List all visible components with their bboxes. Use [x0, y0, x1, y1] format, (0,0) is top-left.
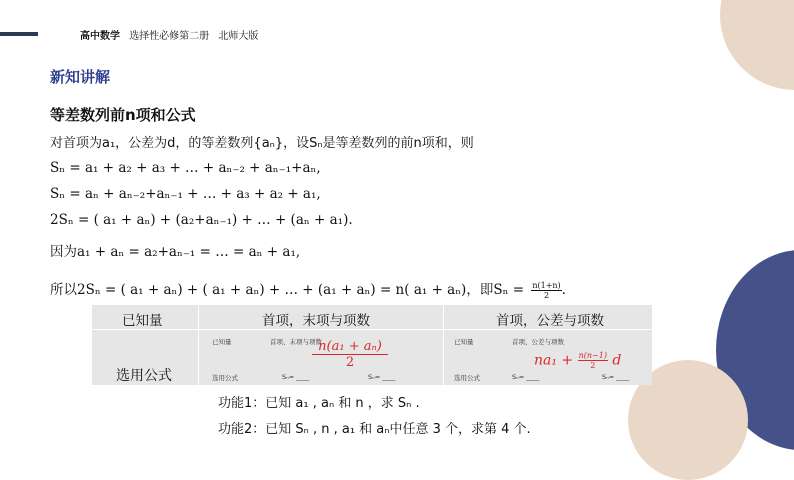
small-sn-blank: Sₙ= ____: [368, 373, 396, 381]
small-sn-blank: Sₙ= ____: [282, 373, 310, 381]
divider: [443, 305, 444, 385]
small-known: 已知量: [212, 338, 232, 346]
table-header-mid: 首项，末项与项数: [262, 313, 370, 329]
equation-2: Sₙ = aₙ + aₙ₋₂+aₙ₋₁ + … + a₃ + a₂ + a₁,: [50, 186, 321, 202]
formula-fraction-den: 2: [590, 361, 596, 370]
table-header-right: 首项，公差与项数: [496, 313, 604, 329]
small-sn-blank: Sₙ= ____: [602, 373, 630, 381]
equation-1: Sₙ = a₁ + a₂ + a₃ + … + aₙ₋₂ + aₙ₋₁+aₙ,: [50, 160, 321, 176]
topic-title: 等差数列前n项和公式: [50, 106, 196, 124]
small-right-header: 首项、公差与项数: [512, 338, 564, 346]
formula-main: na₁ +: [534, 352, 574, 369]
equation-3: 2Sₙ = ( a₁ + aₙ) + (a₂+aₙ₋₁) + … + (aₙ + a₁).: [50, 212, 353, 228]
small-sn-blank: Sₙ= ____: [512, 373, 540, 381]
divider: [92, 329, 652, 330]
fraction-denominator: 2: [543, 291, 550, 300]
small-formula: 选用公式: [212, 374, 238, 382]
equation-5: 所以2Sₙ = ( a₁ + aₙ) + ( a₁ + aₙ) + … + (a₁ + aₙ) = n( a₁ + aₙ)，即Sₙ = $\frac{n(1+n)}{2}$ .: [50, 281, 566, 300]
function-2: 功能2：已知 Sₙ , n , a₁ 和 aₙ中任意 3 个，求第 4 个.: [218, 422, 531, 437]
header-edition: 北师大版: [218, 31, 259, 42]
table-header-known: 已知量: [122, 313, 163, 329]
header-book: 选择性必修第二册: [129, 31, 210, 42]
header-subject: 高中数学: [80, 31, 120, 42]
formula-first-last: [312, 339, 388, 370]
table-row-label: 选用公式: [116, 368, 172, 384]
equation-5-fraction: [531, 281, 561, 300]
small-known: 已知量: [454, 338, 474, 346]
divider: [198, 305, 199, 385]
fraction-numerator: n(1+n): [532, 281, 561, 290]
equation-5-text: 所以2Sₙ = ( a₁ + aₙ) + ( a₁ + aₙ) + … + (a₁ + aₙ) = n( a₁ + aₙ)，即Sₙ =: [50, 282, 525, 298]
intro-text: 对首项为a₁，公差为d，的等差数列{aₙ}，设Sₙ是等差数列的前n项和，则: [50, 136, 474, 151]
page-header: [80, 27, 258, 42]
section-title: 新知讲解: [50, 68, 111, 86]
formula-tail: d: [612, 352, 622, 369]
formula-numerator: n(a₁ + aₙ): [312, 339, 388, 355]
formula-fraction: [578, 351, 608, 370]
function-1: 功能1：已知 a₁ , aₙ 和 n ，求 Sₙ .: [218, 396, 420, 411]
small-formula: 选用公式: [454, 374, 480, 382]
formula-first-diff: [534, 351, 621, 370]
formula-denominator: 2: [345, 355, 355, 370]
formula-fraction-num: n(n−1): [578, 351, 607, 360]
formula-table: [92, 305, 652, 385]
small-mid-header: 首项、末项与项数: [270, 338, 322, 346]
header-accent-bar: [0, 32, 38, 36]
decorative-circle-top: [720, 0, 794, 90]
equation-4: 因为a₁ + aₙ = a₂+aₙ₋₁ = … = aₙ + a₁,: [50, 244, 301, 260]
